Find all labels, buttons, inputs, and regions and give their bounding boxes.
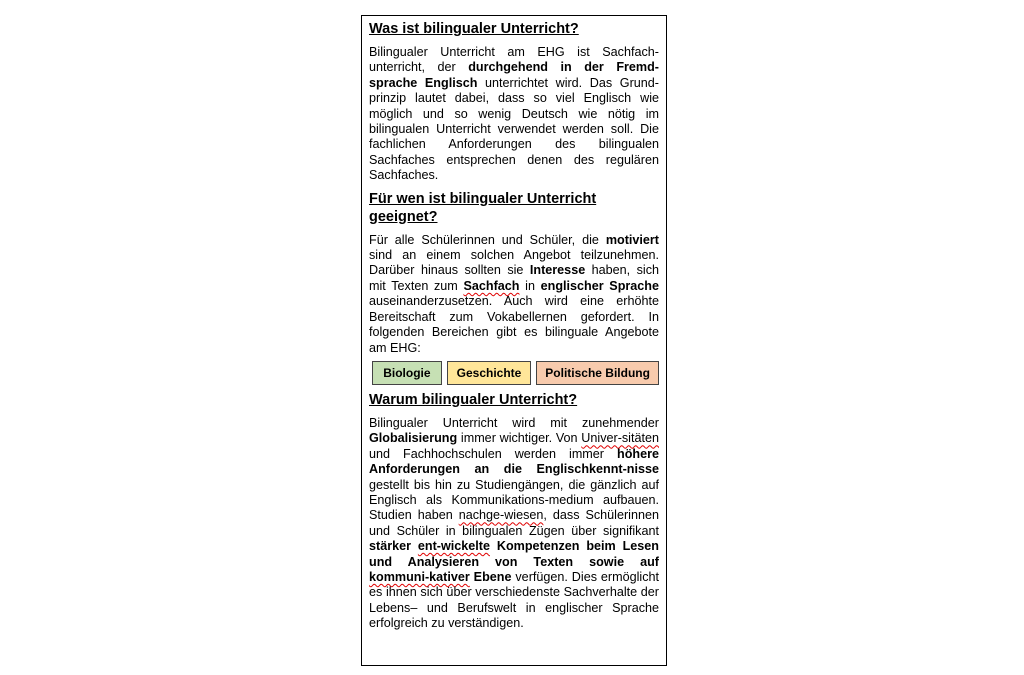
bold-text: motiviert xyxy=(605,232,659,247)
section-title-what: Was ist bilingualer Unterricht? xyxy=(369,21,579,37)
section-body-why: Bilingualer Unterricht wird mit zunehmender Globalisierung immer wichtiger. Von Univer-sitäten und Fachhochschulen werden immer höhere Anforderungen an die Englischkennt-nisse gestellt bis hin zu Studiengängen, die gänzlich auf Englisch als Kommunikations-medium aufbauen. Studien haben nachge-wiesen, dass Schülerinnen und Schüler in bilingualen Zügen über signifikant stärker ent-wickelte Kompetenzen beim Lesen und Analysieren von Texten sowie auf kommuni-kativer Ebene verfügen. Dies ermöglicht es ihnen sich über verschiedenste Sachverhalte der Lebens– und Berufswelt in englischer Sprache erfolgreich zu verständigen. xyxy=(369,415,660,631)
bold-text: ent-wickelte xyxy=(417,539,490,554)
flagged-word: Univer-sitäten xyxy=(581,431,659,446)
tag-label: Politische Bildung xyxy=(545,365,650,380)
tag-geschichte xyxy=(447,361,531,385)
tag-biologie xyxy=(372,361,442,385)
section-title-why: Warum bilingualer Unterricht? xyxy=(369,391,578,408)
bold-text: kommuni-kativer xyxy=(369,569,470,584)
info-document xyxy=(361,15,667,666)
section-body-what: Bilingualer Unterricht am EHG ist Sachfach-unterricht, der durchgehend in der Fremd-sprache Englisch unterrichtet wird. Das Grund-prinzip lautet dabei, dass so viel Englisch wie möglich und so wenig Deutsch wie nötig im bilingualen Unterricht verwendet werden soll. Die fachlichen Anforderungen des bilingualen Sachfaches entsprechen denen des regulären Sachfaches. xyxy=(369,45,660,183)
bold-text: Globalisierung xyxy=(369,431,458,446)
section-title-who: Für wen ist bilingualer Unterricht geeignet? xyxy=(369,190,597,225)
subject-tags xyxy=(372,361,659,385)
bold-text: Kompetenzen beim Lesen und Analysieren von Texten sowie auf xyxy=(369,539,660,569)
flagged-word: nachge-wiesen xyxy=(458,508,544,523)
bold-text: durchgehend in der Fremd-sprache Englisch xyxy=(369,60,660,90)
bold-text: Interesse xyxy=(529,263,586,278)
tag-label: Biologie xyxy=(383,365,431,380)
bold-text: Sachfach xyxy=(463,278,520,293)
bold-text: höhere Anforderungen an die Englischkennt-nisse xyxy=(369,446,659,477)
section-body-who: Für alle Schülerinnen und Schüler, die motiviert sind an einem solchen Angebot teilzunehmen. Darüber hinaus sollten sie Interesse haben, sich mit Texten zum Sachfach in englischer Sprache auseinanderzusetzen. Auch wird eine erhöhte Bereitschaft zum Vokabellernen gefordert. In folgenden Bereichen gibt es bilinguale Angebote am EHG: xyxy=(369,232,660,355)
tag-politische-bildung xyxy=(536,361,659,385)
bold-text: stärker xyxy=(369,539,418,554)
tag-label: Geschichte xyxy=(456,365,522,380)
bold-text: Ebene xyxy=(469,569,512,584)
bold-text: englischer Sprache xyxy=(540,278,659,293)
